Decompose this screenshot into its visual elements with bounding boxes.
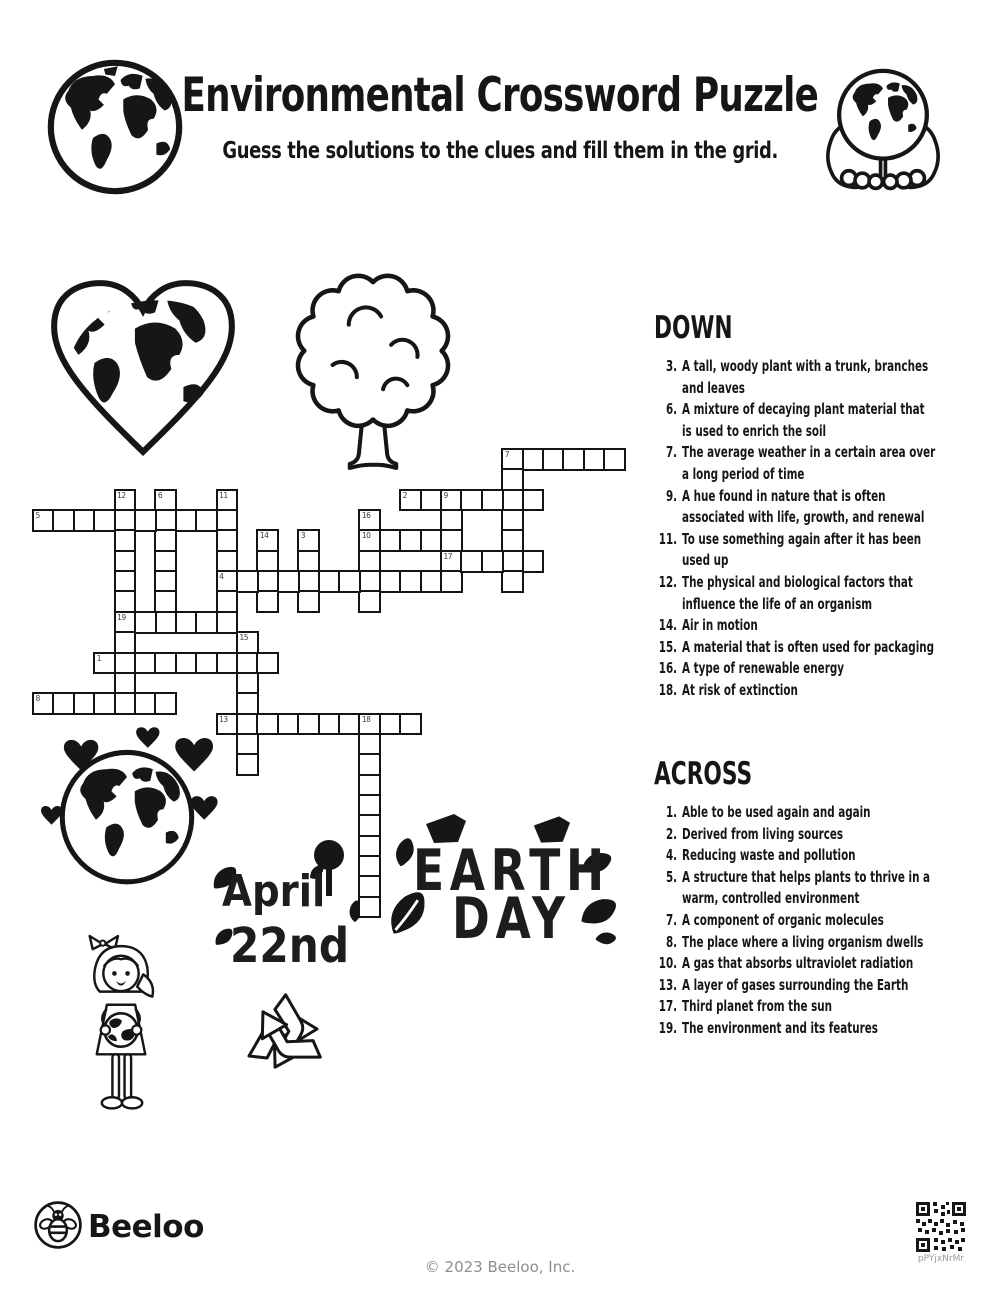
cell-number: 15 [239,633,249,643]
grid-cell[interactable] [216,550,239,573]
clue-item [654,824,948,846]
grid-cell[interactable] [154,590,177,613]
grid-cell[interactable] [277,713,300,736]
grid-cell[interactable] [216,713,239,736]
grid-cell[interactable] [420,529,443,552]
grid-cell[interactable] [134,509,157,532]
grid-cell[interactable] [277,570,300,593]
grid-cell[interactable] [501,468,524,491]
clue-text: To use something again after it has been used up [682,530,922,570]
grid-cell[interactable] [399,489,422,512]
clue-text: A type of renewable energy [682,660,844,678]
clue-item [654,1018,948,1040]
date-22nd-text: 22nd [230,918,350,974]
grid-cell[interactable] [93,509,116,532]
down-clues-section [654,310,948,702]
grid-cell[interactable] [114,570,137,593]
grid-cell[interactable] [522,448,545,471]
grid-cell[interactable] [399,713,422,736]
clue-text: Third planet from the sun [682,998,833,1016]
grid-cell[interactable] [358,529,381,552]
grid-cell[interactable] [93,692,116,715]
copyright-text: © 2023 Beeloo, Inc. [424,1258,576,1276]
grid-cell[interactable] [358,855,381,878]
page-title-text: Environmental Crossword Puzzle [181,68,819,123]
grid-cell[interactable] [216,489,239,512]
grid-cell[interactable] [358,550,381,573]
clue-number: 17. [658,998,678,1016]
cell-number: 19 [117,612,126,622]
qr-code [916,1202,966,1252]
grid-cell[interactable] [318,570,341,593]
grid-cell[interactable] [154,652,177,675]
grid-cell[interactable] [216,509,239,532]
grid-cell[interactable] [358,794,381,817]
clue-text: A hue found in nature that is often associated with life, growth, and renewal [682,487,925,527]
grid-cell[interactable] [114,550,137,573]
grid-cell[interactable] [216,529,239,552]
clue-item [654,637,948,659]
grid-cell[interactable] [154,529,177,552]
clue-text: The environment and its features [682,1019,878,1037]
grid-cell[interactable] [216,611,239,634]
grid-cell[interactable] [114,529,137,552]
cell-number: 13 [219,714,228,724]
grid-cell[interactable] [501,550,524,573]
grid-cell[interactable] [52,509,75,532]
grid-cell[interactable] [256,529,279,552]
grid-cell[interactable] [175,611,198,634]
grid-cell[interactable] [358,509,381,532]
clue-text: Able to be used again and again [682,804,871,821]
across-clues-section [654,756,948,1040]
grid-cell[interactable] [297,550,320,573]
grid-cell[interactable] [358,814,381,837]
grid-cell[interactable] [114,631,137,654]
clue-item [654,867,948,910]
clue-item [654,910,948,932]
grid-cell[interactable] [338,713,361,736]
grid-cell[interactable] [440,529,463,552]
page-subtitle-text: Guess the solutions to the clues and fill them in the grid. [222,138,778,164]
grid-cell[interactable] [195,509,218,532]
clue-item [654,932,948,954]
grid-cell[interactable] [236,672,259,695]
grid-cell[interactable] [114,509,137,532]
grid-cell[interactable] [256,652,279,675]
earth-day-earth-text: EARTH [413,838,610,904]
clue-number: 7. [665,444,678,462]
cell-number: 14 [259,531,269,541]
cell-number: 5 [35,511,40,521]
grid-cell[interactable] [73,692,96,715]
clue-number: 1. [665,804,678,821]
cell-number: 7 [504,450,509,459]
grid-cell[interactable] [32,509,55,532]
cell-number: 3 [300,531,305,541]
grid-cell[interactable] [420,489,443,512]
grid-cell[interactable] [195,611,218,634]
grid-cell[interactable] [134,611,157,634]
grid-cell[interactable] [522,550,545,573]
grid-cell[interactable] [134,652,157,675]
clue-item [654,356,948,399]
clue-item [654,658,948,680]
grid-cell[interactable] [114,489,137,512]
brand-name: Beeloo [88,1209,204,1245]
clue-item [654,529,948,572]
grid-cell[interactable] [481,550,504,573]
grid-cell[interactable] [358,733,381,756]
grid-cell[interactable] [236,652,259,675]
grid-cell[interactable] [501,529,524,552]
cell-number: 10 [361,531,371,541]
clue-number: 8. [665,933,678,951]
clue-number: 13. [658,976,678,994]
clue-text: The average weather in a certain area over a long period of time [682,444,936,483]
grid-cell[interactable] [440,570,463,593]
page-subtitle [0,138,1000,164]
grid-cell[interactable] [399,529,422,552]
clue-text: A gas that absorbs ultraviolet radiation [682,955,914,973]
clue-text: A component of organic molecules [682,911,884,929]
grid-cell[interactable] [358,774,381,797]
grid-cell[interactable] [562,448,585,471]
grid-cell[interactable] [318,713,341,736]
clue-number: 4. [665,847,678,865]
clue-number: 2. [665,825,678,843]
grid-cell[interactable] [297,570,320,593]
clue-item [654,953,948,975]
clue-number: 19. [658,1019,678,1037]
clue-item [654,680,948,702]
qr-code-label: pPYjxNrMr [917,1254,965,1264]
grid-cell[interactable] [236,753,259,776]
clue-text: Air in motion [682,617,758,635]
grid-cell[interactable] [358,753,381,776]
clue-number: 5. [665,868,678,886]
cell-number: 17 [443,551,453,561]
grid-cell[interactable] [501,570,524,593]
clue-text: Reducing waste and pollution [682,847,856,865]
clue-text: A material that is often used for packaging [682,638,935,656]
grid-cell[interactable] [236,733,259,756]
grid-cell[interactable] [175,652,198,675]
clue-text: A mixture of decaying plant material that is used to enrich the soil [682,401,925,440]
cell-number: 2 [402,490,407,500]
grid-cell[interactable] [542,448,565,471]
grid-cell[interactable] [358,896,381,919]
grid-cell[interactable] [297,713,320,736]
grid-cell[interactable] [114,692,137,715]
grid-cell[interactable] [583,448,606,471]
clue-number: 18. [658,681,678,699]
grid-cell[interactable] [379,713,402,736]
grid-cell[interactable] [216,652,239,675]
cell-number: 12 [117,490,126,500]
clue-number: 12. [658,573,678,591]
grid-cell[interactable] [358,570,381,593]
grid-cell[interactable] [195,652,218,675]
clue-item [654,399,948,442]
grid-cell[interactable] [501,509,524,532]
clue-item [654,996,948,1018]
grid-cell[interactable] [297,590,320,613]
clue-text: A structure that helps plants to thrive in a warm, controlled environment [682,868,931,908]
page-title [0,68,1000,123]
cell-number: 4 [219,572,224,582]
grid-cell[interactable] [338,570,361,593]
grid-cell[interactable] [236,631,259,654]
grid-cell[interactable] [603,448,626,471]
clue-number: 6. [665,401,678,419]
clue-number: 16. [658,660,678,678]
grid-cell[interactable] [501,448,524,471]
grid-cell[interactable] [379,570,402,593]
grid-cell[interactable] [460,489,483,512]
grid-cell[interactable] [379,529,402,552]
earth-day-day-text: DAY [452,886,571,952]
clue-item [654,845,948,867]
grid-cell[interactable] [154,611,177,634]
cell-number: 16 [361,511,371,521]
cell-number: 8 [35,694,40,704]
grid-cell[interactable] [175,509,198,532]
grid-cell[interactable] [73,509,96,532]
grid-cell[interactable] [114,672,137,695]
cell-number: 1 [96,653,101,663]
clue-number: 3. [665,358,678,375]
grid-cell[interactable] [358,713,381,736]
grid-cell[interactable] [256,550,279,573]
grid-cell[interactable] [440,509,463,532]
grid-cell[interactable] [93,652,116,675]
grid-cell[interactable] [440,550,463,573]
grid-cell[interactable] [501,489,524,512]
grid-cell[interactable] [256,590,279,613]
grid-cell[interactable] [236,570,259,593]
clue-text: A layer of gases surrounding the Earth [682,976,909,994]
grid-cell[interactable] [420,570,443,593]
clue-text: At risk of extinction [682,681,798,699]
clue-number: 10. [658,955,678,973]
grid-cell[interactable] [52,692,75,715]
cell-number: 6 [157,490,163,500]
grid-cell[interactable] [236,713,259,736]
grid-cell[interactable] [154,692,177,715]
down-heading: DOWN [654,310,733,346]
clue-text: A tall, woody plant with a trunk, branches and leaves [682,358,929,397]
clue-number: 11. [658,530,678,548]
grid-cell[interactable] [154,570,177,593]
grid-cell[interactable] [256,713,279,736]
clue-item [654,486,948,529]
grid-cell[interactable] [32,692,55,715]
clue-number: 7. [665,911,678,929]
clue-item [654,572,948,615]
grid-cell[interactable] [154,550,177,573]
clue-number: 9. [665,487,678,505]
clue-number: 14. [658,617,678,635]
grid-cell[interactable] [481,489,504,512]
grid-cell[interactable] [358,590,381,613]
cell-number: 11 [219,490,228,500]
beeloo-logo-icon [33,1200,83,1250]
april-text: April [222,866,326,917]
grid-cell[interactable] [236,692,259,715]
across-clues-list [654,802,948,1040]
grid-cell[interactable] [297,529,320,552]
grid-cell[interactable] [522,489,545,512]
cell-number: 18 [361,714,371,724]
grid-cell[interactable] [399,570,422,593]
grid-cell[interactable] [154,489,177,512]
cell-number: 9 [443,490,448,500]
grid-cell[interactable] [358,875,381,898]
grid-cell[interactable] [114,590,137,613]
grid-cell[interactable] [216,570,239,593]
grid-cell[interactable] [256,570,279,593]
grid-cell[interactable] [216,590,239,613]
grid-cell[interactable] [114,652,137,675]
clue-number: 15. [658,638,678,656]
clue-text: Derived from living sources [682,825,844,843]
grid-cell[interactable] [440,489,463,512]
clue-item [654,975,948,997]
clue-item [654,802,948,824]
clue-text: The physical and biological factors that influence the life of an organism [682,573,913,613]
clue-item [654,615,948,637]
grid-cell[interactable] [134,692,157,715]
down-clues-list [654,356,948,702]
grid-cell[interactable] [460,550,483,573]
clue-text: The place where a living organism dwells [682,933,924,951]
grid-cell[interactable] [114,611,137,634]
clue-item [654,442,948,485]
grid-cell[interactable] [358,835,381,858]
across-heading: ACROSS [654,756,753,792]
grid-cell[interactable] [154,509,177,532]
